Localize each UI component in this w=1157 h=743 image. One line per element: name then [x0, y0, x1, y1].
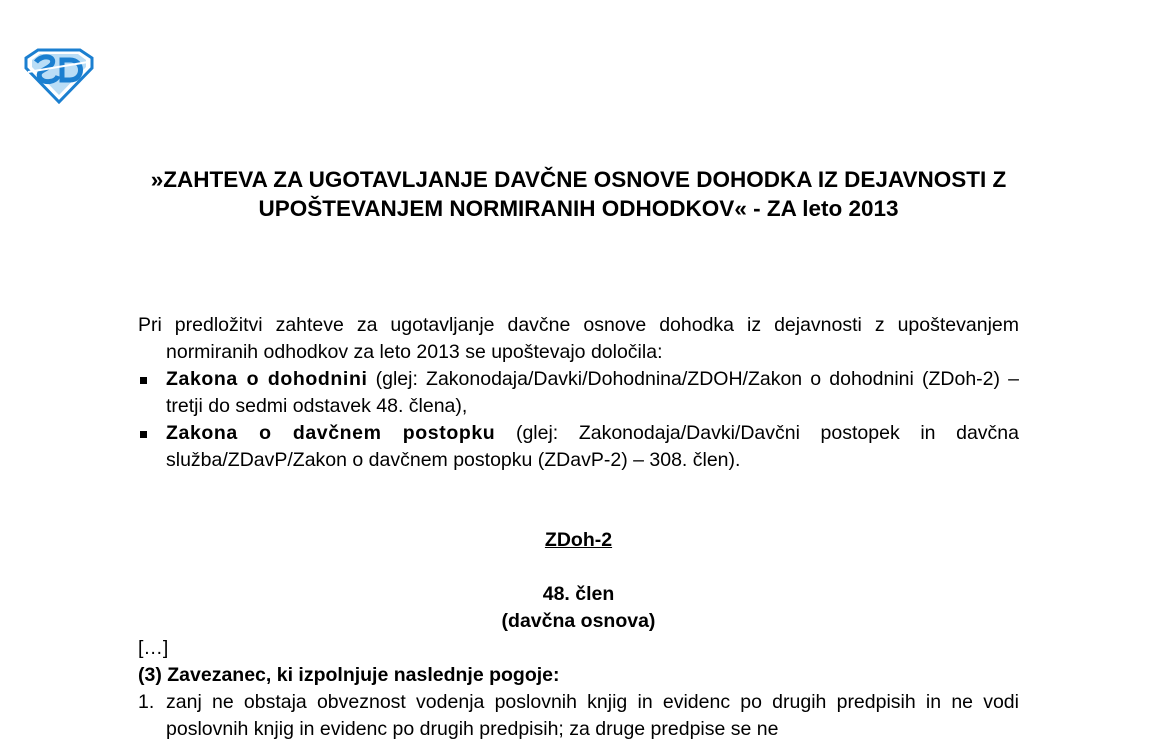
condition-heading: (3) Zavezanec, ki izpolnjuje naslednje pogoje: — [138, 664, 560, 686]
square-bullet-icon — [140, 377, 147, 384]
article-number: 48. člen — [542, 583, 615, 605]
law-heading: ZDoh-2 — [544, 529, 613, 551]
sd-diamond-logo-icon — [22, 48, 96, 104]
intro-paragraph: Pri predložitvi zahteve za ugotavljanje davčne osnove dohodka iz dejavnosti z upoštevanjem normiranih odhodkov za leto 2013 se upoštevajo določila: — [138, 314, 1019, 363]
condition-number: 1. — [138, 691, 155, 713]
law-name: Zakona o davčnem postopku — [166, 422, 496, 444]
document-title: »ZAHTEVA ZA UGOTAVLJANJE DAVČNE OSNOVE DOHODKA IZ DEJAVNOSTI Z UPOŠTEVANJEM NORMIRANIH ODHODKOV« - ZA leto 2013 — [150, 167, 1007, 221]
law-name: Zakona o dohodnini — [166, 368, 368, 390]
intro-section — [138, 312, 1019, 474]
law-reference-item — [138, 420, 1019, 474]
law-reference-item — [138, 366, 1019, 420]
law-reference-text: (glej: Zakonodaja/Davki/Davčni postopek in davčna služba/ZDavP/Zakon o davčnem postopku (ZDavP-2) – 308. člen). — [166, 422, 1019, 471]
company-logo — [22, 48, 96, 104]
article-body — [138, 635, 1019, 743]
condition-list — [138, 689, 1019, 743]
law-reference-text: (glej: Zakonodaja/Davki/Dohodnina/ZDOH/Zakon o dohodnini (ZDoh-2) – tretji do sedmi odstavek 48. člena), — [166, 368, 1019, 417]
ellipsis-marker: […] — [138, 637, 169, 659]
article-subtitle: (davčna osnova) — [501, 610, 656, 632]
square-bullet-icon — [140, 431, 147, 438]
condition-item — [138, 689, 1019, 743]
condition-text: zanj ne obstaja obveznost vodenja poslovnih knjig in evidenc po drugih predpisih in ne vodi poslovnih knjig in evidenc po drugih predpisih; za druge predpise se ne — [166, 691, 1019, 740]
law-reference-list — [138, 366, 1019, 474]
